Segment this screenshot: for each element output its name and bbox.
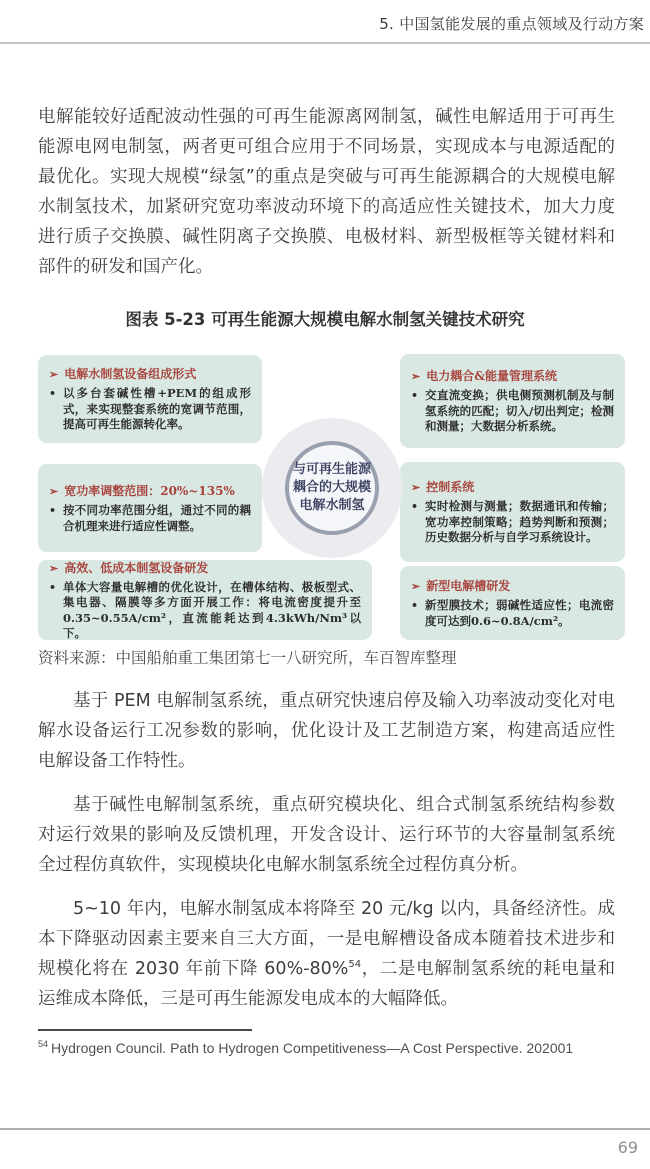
paragraph-1: 电解能较好适配波动性强的可再生能源离网制氢，碱性电解适用于可再生能源电网电制氢，两者更可组合应用于不同场景，实现成本与电源适配的最优化。实现大规模“绿氢”的重点是突破与可再生能源耦合的大规模电解水制氢技术，加紧研究宽功率波动环境下的高适应性关键技术，加大力度进行质子交换膜、碱性阴离子交换膜、电极材料、新型极框等关键材料和部件的研发和国产化。 — [38, 107, 615, 277]
figure-box-body: 交直流变换；供电侧预测机制及与制氢系统的匹配；切入/切出判定；检测和测量；大数据分析系统。 — [425, 388, 614, 434]
footnote-divider — [38, 1029, 252, 1031]
arrow-marker-icon: ➢ — [49, 561, 59, 575]
footer-divider — [0, 1128, 650, 1130]
bullet-marker-icon: • — [49, 504, 57, 517]
figure-box-body: 按不同功率范围分组，通过不同的耦合机理来进行适应性调整。 — [63, 503, 251, 533]
arrow-marker-icon: ➢ — [411, 370, 421, 384]
figure-box-body: 以多台套碱性槽+PEM的组成形式，来实现整套系统的宽调节范围，提高可再生能源转化率。 — [63, 386, 251, 432]
figure-box-body: 单体大容量电解槽的优化设计，在槽体结构、极板型式、集电器、隔膜等多方面开展工作：将电流密度提升至0.35~0.55A/cm²，直流能耗达到4.3kWh/Nm³以下。 — [63, 579, 361, 640]
paragraph-2: 基于 PEM 电解制氢系统，重点研究快速启停及输入功率波动变化对电解水设备运行工况参数的影响，优化设计及工艺制造方案，构建高适应性电解设备工作特性。 — [38, 691, 615, 771]
figure-box-body: 实时检测与测量；数据通讯和传输；宽功率控制策略；趋势判断和预测；历史数据分析与自学习系统设计。 — [425, 499, 614, 545]
figure-box-heading: 电力耦合&能量管理系统 — [426, 369, 558, 384]
paragraph-4-text: ，二是电解制氢系统的耗电量和运维成本降低，三是可再生能源发电成本的大幅降低。 — [38, 959, 615, 1009]
figure-box-power-coupling-energy-management — [400, 354, 625, 448]
footnote-reference-superscript: 54 — [348, 959, 362, 971]
bullet-marker-icon: • — [411, 500, 419, 514]
footnote-text: Hydrogen Council. Path to Hydrogen Competitiveness—A Cost Perspective. 202001 — [51, 1040, 574, 1056]
paragraph-4-text: 5~10 年内，电解水制氢成本将降至 20 元/kg 以内，具备经济性。成本下降驱动因素主要来自三大方面，一是电解槽设备成本随着技术进步和规模化将在 2030 年前下降 60%-80% — [38, 899, 615, 979]
figure-box-heading: 宽功率调整范围：20%~135% — [64, 484, 235, 498]
footnote — [38, 1040, 573, 1056]
figure-box-new-electrolyzer-rd — [400, 566, 625, 640]
figure-box-control-system — [400, 462, 625, 562]
paragraph-4 — [38, 894, 615, 1014]
figure-source-note: 资料来源：中国船舶重工集团第七一八研究所，车百智库整理 — [38, 649, 457, 667]
figure-box-heading: 电解水制氢设备组成形式 — [64, 367, 197, 382]
arrow-marker-icon: ➢ — [49, 485, 59, 498]
figure-box-electrolysis-equipment-composition — [38, 355, 262, 443]
paragraph-3: 基于碱性电解制氢系统，重点研究模块化、组合式制氢系统结构参数对运行效果的影响及反馈机理，开发含设计、运行环节的大容量制氢系统全过程仿真软件，实现模块化电解水制氢系统全过程仿真分析。 — [38, 795, 615, 875]
center-circle — [285, 441, 379, 535]
bullet-marker-icon: • — [411, 389, 419, 403]
arrow-marker-icon: ➢ — [49, 368, 59, 382]
arrow-marker-icon: ➢ — [411, 481, 421, 495]
figure-box-body: 新型膜技术；弱碱性适应性；电流密度可达到0.6~0.8A/cm²。 — [425, 598, 614, 628]
page-number: 69 — [617, 1138, 638, 1157]
figure-box-high-efficiency-low-cost-equipment — [38, 560, 372, 640]
bullet-marker-icon: • — [49, 580, 57, 594]
figure-box-wide-power-adjustment-range — [38, 464, 262, 552]
arrow-marker-icon: ➢ — [411, 580, 421, 593]
center-circle-text: 与可再生能源 — [292, 462, 371, 477]
figure-box-heading: 控制系统 — [426, 480, 475, 495]
footnote-number: 54 — [38, 1039, 49, 1050]
bullet-marker-icon: • — [411, 599, 419, 612]
center-circle-outer-ring — [262, 418, 402, 558]
figure-box-heading: 高效、低成本制氢设备研发 — [64, 560, 209, 575]
header-divider — [0, 42, 650, 44]
figure-box-heading: 新型电解槽研发 — [426, 579, 511, 593]
bullet-marker-icon: • — [49, 387, 57, 401]
figure-title: 图表 5-23 可再生能源大规模电解水制氢关键技术研究 — [125, 310, 525, 329]
center-circle-text: 电解水制氢 — [299, 498, 365, 513]
center-circle-text: 耦合的大规模 — [292, 480, 371, 495]
page-header-title: 5. 中国氢能发展的重点领域及行动方案 — [379, 15, 644, 33]
